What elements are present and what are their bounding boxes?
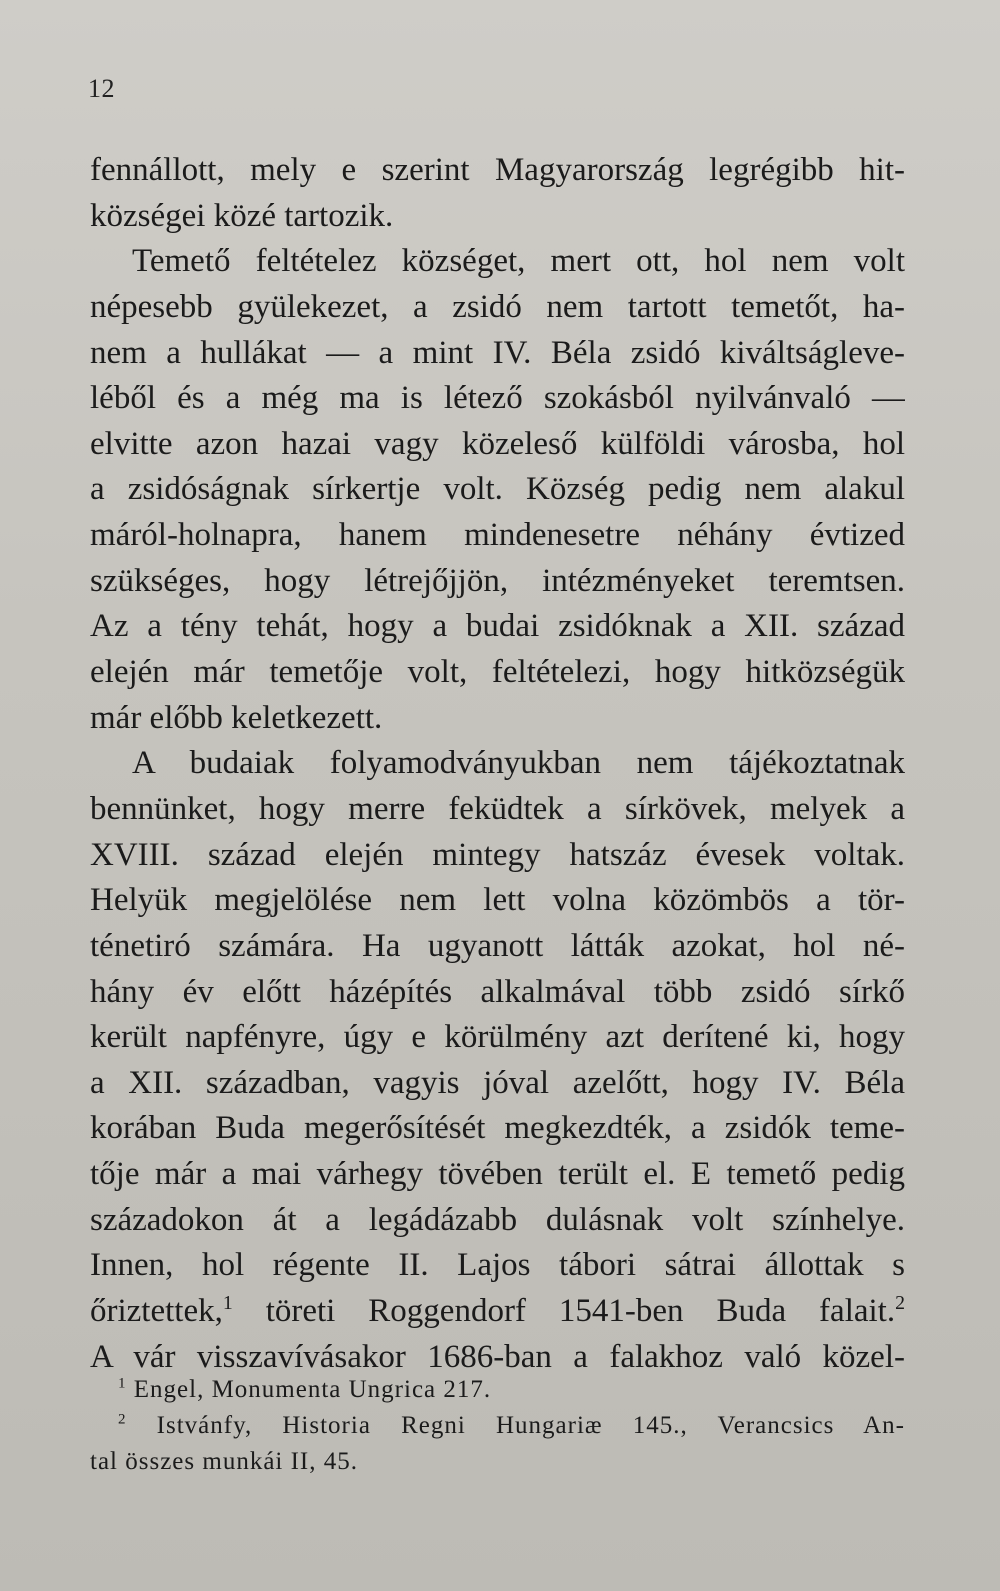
footnote-ref-1: 1 [222,1292,233,1315]
text-line: a zsidóságnak sírkertje volt. Község pedig nem alakul [90,471,905,508]
footnote-text: Istvánfy, Historia Regni Hungariæ 145., Verancsics An- [156,1412,905,1439]
text-line [90,1289,905,1335]
footnote-ref-2: 2 [895,1292,905,1315]
page-number: 12 [88,74,115,103]
footnote-text: Engel, Monumenta Ungrica 217. [133,1376,492,1403]
text-line: Temető feltételez községet, mert ott, hol nem volt [132,243,905,280]
text-line: máról-holnapra, hanem mindenesetre néhány évtized [90,517,905,554]
text-line: léből és a még ma is létező szokásból nyilvánvaló — [90,380,905,417]
text-line: Az a tény tehát, hogy a budai zsidóknak a XII. század [90,608,905,645]
text-line: elején már temetője volt, feltételezi, hogy hitközségük [90,654,905,691]
text-line: hány év előtt házépítés alkalmával több zsidó sírkő [90,973,905,1010]
footnote-2 [90,1408,905,1444]
text-line: századokon át a legádázabb dulásnak volt színhelye. [90,1201,905,1238]
text-line: korában Buda megerősítését megkezdték, a zsidók teme- [90,1110,905,1147]
footnote-2-continuation: tal összes munkái II, 45. [90,1448,359,1475]
footnotes [90,1372,905,1480]
text-line: Innen, hol régente II. Lajos tábori sátrai állottak s [90,1247,905,1284]
text-line: fennállott, mely e szerint Magyarország legrégibb hit- [90,152,905,188]
text-line: A budaiak folyamodványukban nem tájékoztatnak [132,745,905,782]
text-line: népesebb gyülekezet, a zsidó nem tartott temetőt, ha- [90,288,905,325]
footnote-marker-1: 1 [118,1375,127,1392]
text-line: községei közé tartozik. [90,197,394,234]
text-line: került napfényre, úgy e körülmény azt derítené ki, hogy [90,1019,905,1056]
text-line: A vár visszavívásakor 1686-ban a falakhoz való közel- [90,1338,905,1375]
text-line: már előbb keletkezett. [90,699,383,736]
text-segment: töreti Roggendorf 1541-ben Buda falait. [232,1293,896,1330]
body-text [90,148,905,1380]
text-line: nem a hullákat — a mint IV. Béla zsidó kiváltságleve- [90,334,905,371]
footnote-marker-2: 2 [118,1411,127,1428]
text-line: bennünket, hogy merre feküdtek a sírkövek, melyek a [90,790,905,827]
text-line: Helyük megjelölése nem lett volna közömbös a tör- [90,882,905,919]
text-line: elvitte azon hazai vagy közeleső külföldi városba, hol [90,425,905,462]
text-segment: őriztettek, [90,1293,223,1330]
footnote-1 [90,1372,905,1408]
text-line: tője már a mai várhegy tövében terült el. E temető pedig [90,1156,905,1193]
text-line: ténetiró számára. Ha ugyanott látták azokat, hol né- [90,927,905,964]
text-line: a XII. században, vagyis jóval azelőtt, hogy IV. Béla [90,1064,905,1101]
text-line: szükséges, hogy létrejőjjön, intézményeket teremtsen. [90,562,905,599]
text-line: XVIII. század elején mintegy hatszáz évesek voltak. [90,836,905,873]
